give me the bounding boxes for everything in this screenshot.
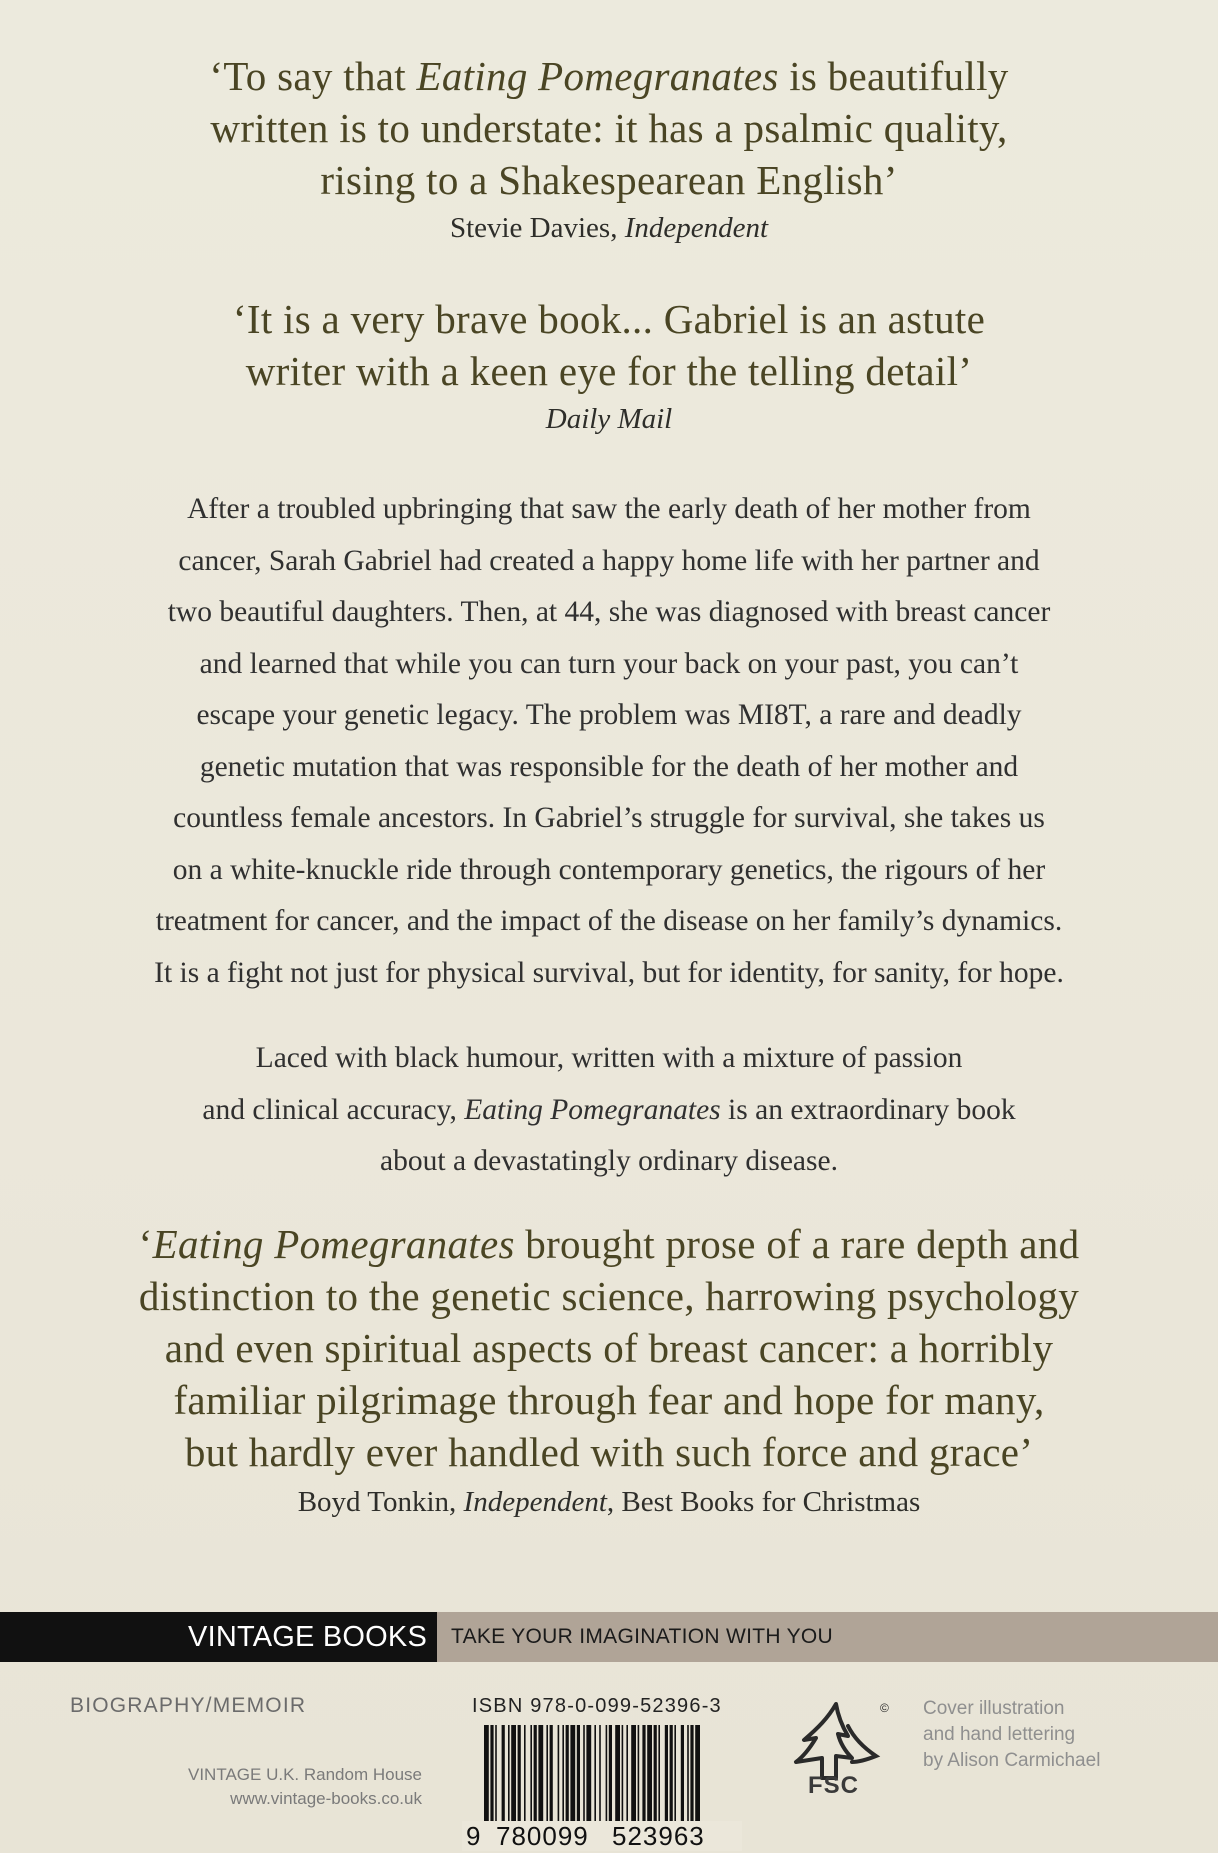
- barcode-bar: [518, 1725, 521, 1821]
- barcode-bar: [687, 1725, 689, 1821]
- blurb-line: and learned that while you can turn your back on your past, you can’t: [199, 647, 1019, 680]
- quote-line: familiar pilgrimage through fear and hope for many,: [173, 1377, 1045, 1423]
- quote-line: rising to a Shakespearean English’: [320, 157, 898, 203]
- publisher-banner: [0, 1612, 1218, 1662]
- publisher-url: www.vintage-books.co.uk: [230, 1789, 422, 1808]
- brand-label: VINTAGE BOOKS: [0, 1612, 437, 1662]
- barcode-bar: [583, 1725, 585, 1821]
- fsc-label: FSC: [808, 1772, 859, 1799]
- barcode-bar: [562, 1725, 564, 1821]
- publisher-name: VINTAGE U.K. Random House: [188, 1765, 422, 1784]
- barcode-bar: [606, 1725, 608, 1821]
- book-title: Eating Pomegranates: [416, 53, 779, 99]
- barcode-bar: [599, 1725, 601, 1821]
- review-quote-tonkin: [60, 1218, 1158, 1522]
- barcode-bar: [626, 1725, 628, 1821]
- quote-open: ‘To say that: [209, 53, 417, 99]
- category-label: BIOGRAPHY/MEMOIR: [70, 1694, 307, 1717]
- barcode-bar: [647, 1725, 652, 1821]
- publisher-info: [188, 1763, 422, 1811]
- attribution-publication: Daily Mail: [545, 403, 673, 435]
- barcode-digits-left: 780099: [496, 1821, 589, 1851]
- barcode-bar: [530, 1725, 532, 1821]
- barcode-bar: [484, 1725, 489, 1833]
- barcode-bar: [609, 1725, 612, 1821]
- quote-text: [60, 1218, 1158, 1478]
- quote-line: ‘It is a very brave book... Gabriel is an astute: [232, 296, 986, 342]
- blurb-line: genetic mutation that was responsible for the death of her mother and: [199, 750, 1019, 783]
- barcode-bar: [658, 1725, 660, 1821]
- barcode-bar: [615, 1725, 620, 1821]
- barcode-digit-first: 9: [466, 1821, 481, 1851]
- credit-line: by Alison Carmichael: [923, 1750, 1101, 1771]
- blurb-line: It is a fight not just for physical survival, but for identity, for sanity, for hope.: [154, 956, 1064, 989]
- barcode-bar: [546, 1725, 548, 1821]
- barcode: [462, 1725, 742, 1851]
- blurb-line: countless female ancestors. In Gabriel’s struggle for survival, she takes us: [173, 802, 1045, 834]
- barcode-bar: [490, 1725, 493, 1833]
- isbn-label: ISBN 978-0-099-52396-3: [472, 1695, 722, 1717]
- barcode-digits-right: 523963: [612, 1821, 705, 1851]
- book-title: Eating Pomegranates: [464, 1093, 721, 1126]
- blurb-line: cancer, Sarah Gabriel had created a happy home life with her partner and: [178, 544, 1040, 577]
- quote-line-rest: brought prose of a rare depth and: [514, 1221, 1080, 1267]
- barcode-bar: [570, 1725, 575, 1821]
- barcode-bar: [534, 1725, 537, 1821]
- quote-line: written is to understate: it has a psalmic quality,: [210, 105, 1008, 151]
- quote-text: [60, 50, 1158, 206]
- credit-line: Cover illustration: [923, 1698, 1065, 1719]
- fsc-registered-mark: ©: [880, 1701, 889, 1715]
- barcode-bar: [550, 1725, 553, 1821]
- barcode-bar: [638, 1725, 640, 1821]
- barcode-bar: [577, 1725, 580, 1821]
- quote-line: writer with a keen eye for the telling detail’: [245, 348, 973, 394]
- blurb-line: After a troubled upbringing that saw the early death of her mother from: [187, 493, 1031, 525]
- blurb-line: about a devastatingly ordinary disease.: [380, 1145, 838, 1177]
- review-quote-davies: [60, 50, 1158, 248]
- blurb-line: [70, 1085, 1148, 1137]
- tagline: TAKE YOUR IMAGINATION WITH YOU: [437, 1612, 1218, 1662]
- blurb-line: on a white-knuckle ride through contemporary genetics, the rigours of her: [172, 853, 1046, 886]
- attribution-publication: Independent: [624, 212, 769, 244]
- quote-open: ‘: [138, 1221, 153, 1267]
- quote-attribution: [60, 1482, 1158, 1522]
- barcode-bar: [594, 1725, 596, 1833]
- quote-attribution: [60, 399, 1158, 439]
- barcode-bar: [508, 1725, 510, 1821]
- quote-line-rest: is beautifully: [778, 53, 1009, 99]
- blurb-line: two beautiful daughters. Then, at 44, she was diagnosed with breast cancer: [167, 596, 1051, 628]
- barcode-bar: [586, 1725, 591, 1821]
- quote-line: and even spiritual aspects of breast cancer: a horribly: [164, 1325, 1054, 1371]
- blurb-paragraph-summary: [70, 1033, 1148, 1188]
- quote-attribution: [60, 208, 1158, 248]
- book-title: Eating Pomegranates: [152, 1221, 515, 1267]
- barcode-bar: [622, 1725, 624, 1821]
- barcode-bar: [495, 1725, 497, 1821]
- barcode-bar: [670, 1725, 673, 1821]
- blurb-line: treatment for cancer, and the impact of the disease on her family’s dynamics.: [155, 905, 1063, 937]
- barcode-bar: [681, 1725, 684, 1821]
- barcode-bar: [558, 1725, 560, 1821]
- review-quote-daily-mail: [60, 293, 1158, 439]
- barcode-bar: [665, 1725, 668, 1821]
- attribution-publication: Independent: [463, 1486, 607, 1518]
- quote-text: [60, 293, 1158, 397]
- quote-line: [60, 1218, 1158, 1270]
- barcode-bar: [511, 1725, 516, 1821]
- barcode-bar: [654, 1725, 657, 1821]
- barcode-bar: [695, 1725, 700, 1833]
- barcode-bar: [690, 1725, 693, 1821]
- attribution-author: Stevie Davies,: [449, 212, 625, 244]
- quote-line: but hardly ever handled with such force and grace’: [184, 1429, 1034, 1475]
- barcode-bar: [524, 1725, 526, 1821]
- barcode-bar: [502, 1725, 505, 1821]
- quote-line: distinction to the genetic science, harrowing psychology: [138, 1273, 1080, 1319]
- blurb-paragraph: [70, 484, 1148, 999]
- attribution-author: Boyd Tonkin,: [297, 1486, 464, 1518]
- blurb-line: Laced with black humour, written with a mixture of passion: [255, 1042, 963, 1074]
- blurb-line: escape your genetic legacy. The problem was MI8T, a rare and deadly: [196, 699, 1022, 731]
- barcode-bar: [631, 1725, 636, 1821]
- attribution-suffix: , Best Books for Christmas: [606, 1486, 921, 1518]
- blurb-text: and clinical accuracy,: [202, 1093, 465, 1126]
- barcode-bar: [642, 1725, 645, 1821]
- barcode-bar: [538, 1725, 543, 1821]
- blurb-text: is an extraordinary book: [720, 1093, 1016, 1126]
- quote-line: [60, 50, 1158, 102]
- cover-credit: [923, 1696, 1100, 1774]
- barcode-bar: [566, 1725, 569, 1821]
- barcode-bar: [674, 1725, 676, 1821]
- credit-line: and hand lettering: [923, 1724, 1076, 1745]
